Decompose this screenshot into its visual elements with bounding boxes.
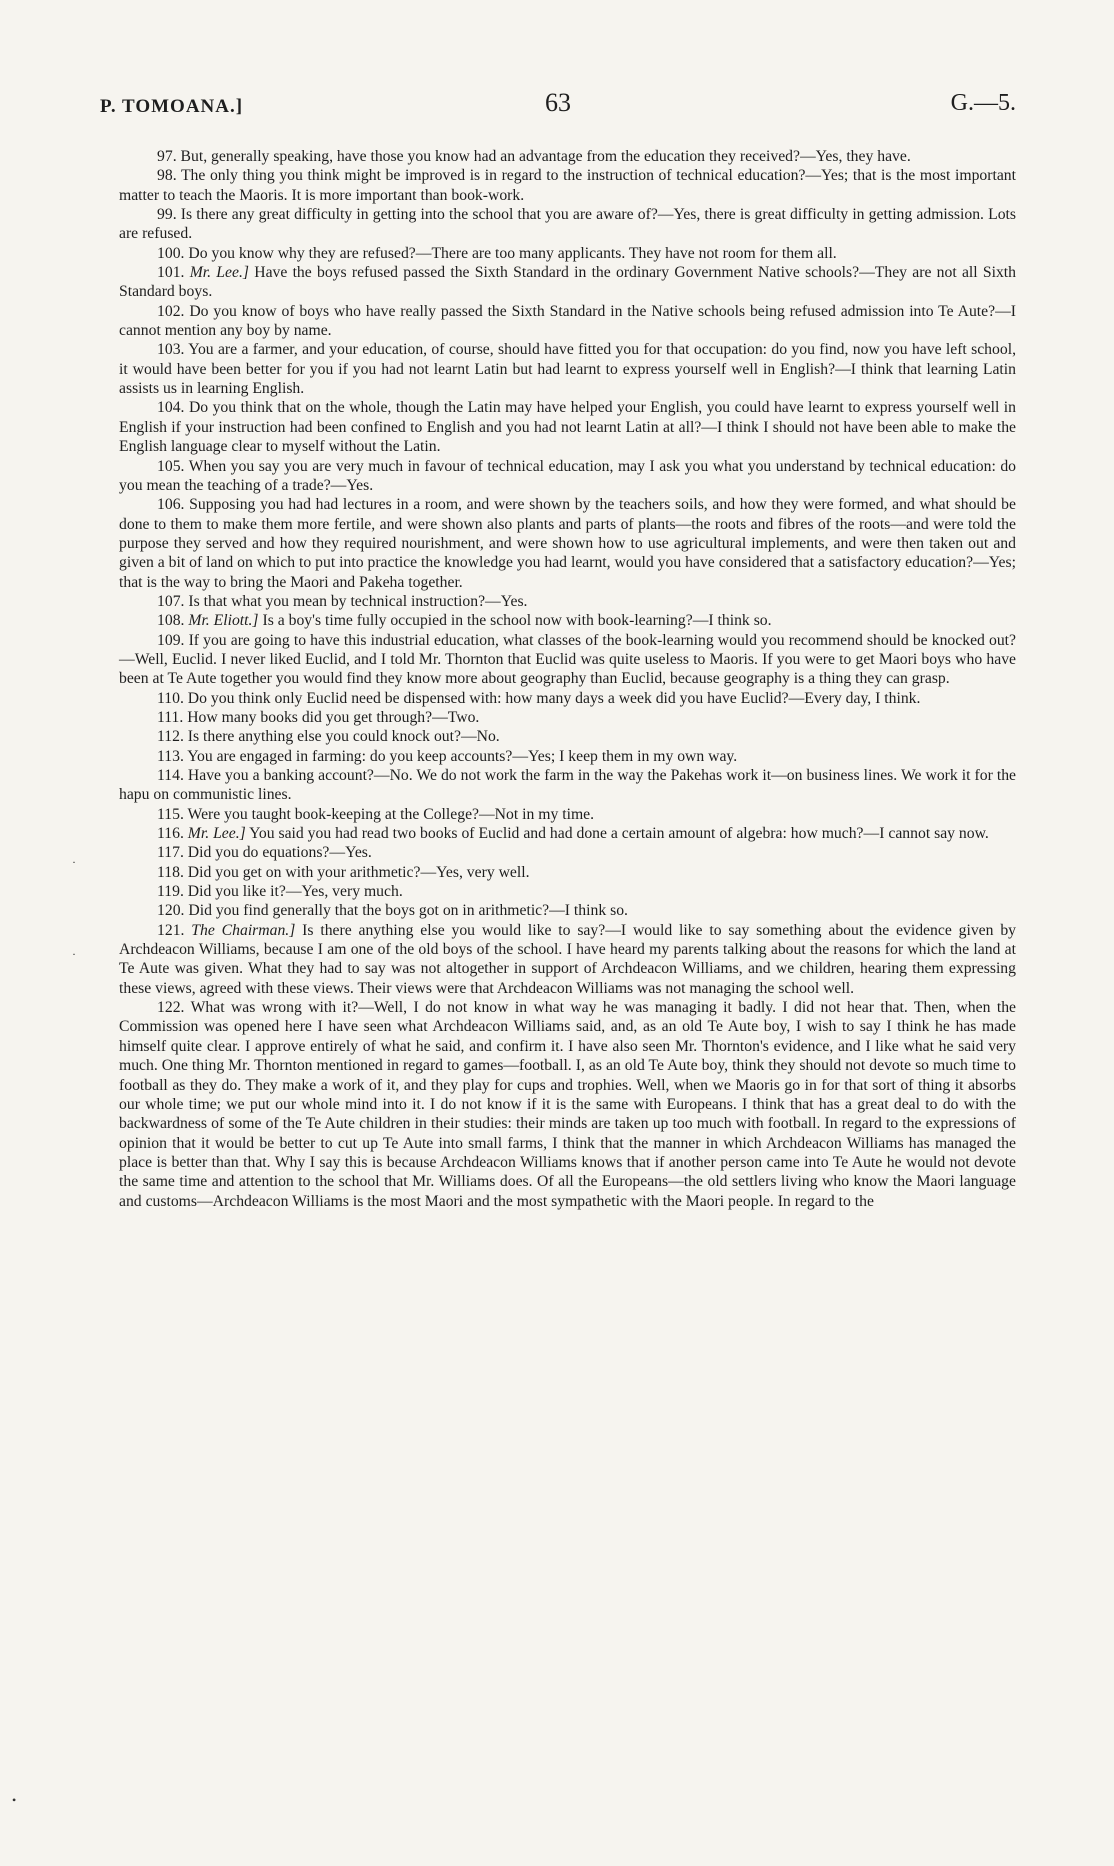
question-number: 120. [157, 902, 185, 920]
question-answer-text: You said you had read two books of Euclid and had done a certain amount of algebra: how much?—I cannot say now. [249, 825, 989, 843]
question-number: 118. [157, 863, 184, 881]
evidence-paragraph [119, 631, 1016, 689]
question-number: 100. [157, 244, 185, 262]
question-number: 107. [157, 592, 185, 610]
question-answer-text: Supposing you had had lectures in a room, and were shown by the teachers soils, and how they were formed, and what should be done to them to make them more fertile, and were shown also plants and parts of plants—the roots and fibres of the roots—and were told the purpose they served and how they required nourishment, and were shown how to use agricultural implements, and were then taken out and given a bit of land on which to put into practice the knowledge you had learnt, would you have considered that a satisfactory education?—Yes; that is the way to bring the Maori and Pakeha together. [119, 496, 1016, 591]
evidence-paragraph [119, 998, 1016, 1211]
question-answer-text: Did you do equations?—Yes. [187, 844, 372, 862]
evidence-paragraph [119, 147, 1016, 166]
question-number: 102. [157, 302, 185, 320]
evidence-paragraph [119, 166, 1016, 205]
question-number: 116. [157, 825, 184, 843]
evidence-paragraph [119, 495, 1016, 592]
evidence-paragraph [119, 843, 1016, 862]
speaker-name: Mr. Eliott.] [188, 612, 259, 630]
document-reference: G.—5. [950, 90, 1016, 116]
evidence-paragraph [119, 398, 1016, 456]
question-number: 101. [157, 264, 185, 282]
question-answer-text: Did you like it?—Yes, very much. [187, 883, 403, 901]
question-answer-text: Is there anything else you would like to say?—I would like to say something about the evidence given by Archdeacon Williams, because I am one of the old boys of the school. I have heard my parents talking about the reasons for which the land at Te Aute was given. What they had to say was not altogether in support of Archdeacon Williams, and we children, hearing them expressing these views, agreed with these views. Their views were that Archdeacon Williams was not managing the school well. [119, 921, 1016, 997]
evidence-paragraph [119, 882, 1016, 901]
question-answer-text: Do you think that on the whole, though the Latin may have helped your English, you could have learnt to express yourself well in English if your instruction had been confined to English and you had not learnt Latin at all?—I think I should not have been able to make the English language clear to myself without the Latin. [119, 399, 1017, 456]
evidence-paragraph [119, 747, 1016, 766]
evidence-paragraph [119, 766, 1016, 805]
question-answer-text: Were you taught book-keeping at the College?—Not in my time. [187, 805, 595, 823]
question-number: 99. [157, 206, 177, 224]
question-answer-text: Do you know why they are refused?—There are too many applicants. They have not room for them all. [188, 244, 837, 262]
margin-dot: · [72, 947, 76, 961]
evidence-paragraph [119, 901, 1016, 920]
evidence-paragraph [119, 824, 1016, 843]
question-answer-text: But, generally speaking, have those you know had an advantage from the education they received?—Yes, they have. [180, 148, 911, 165]
question-number: 103. [157, 341, 185, 359]
evidence-paragraph [119, 921, 1016, 998]
evidence-paragraph [119, 263, 1016, 302]
question-number: 105. [157, 457, 185, 475]
question-answer-text: You are a farmer, and your education, of course, should have fitted you for that occupation: do you find, now you have left school, it would have been better for you if you had not learnt Latin but had learnt to express yourself well in English?—I think that learning Latin assists us in learning English. [119, 341, 1016, 398]
evidence-paragraph [119, 244, 1016, 263]
evidence-paragraph [119, 805, 1016, 824]
evidence-paragraph [119, 302, 1016, 341]
question-number: 113. [157, 747, 184, 765]
question-answer-text: Do you think only Euclid need be dispensed with: how many days a week did you have Euclid?—Every day, I think. [187, 689, 921, 707]
question-answer-text: You are engaged in farming: do you keep accounts?—Yes; I keep them in my own way. [187, 747, 738, 765]
margin-dot: · [72, 855, 76, 869]
question-number: 97. [157, 148, 177, 165]
speaker-name: Mr. Lee.] [189, 264, 249, 282]
question-answer-text: What was wrong with it?—Well, I do not know in what way he was managing it badly. I did not hear that. Then, when the Commission was opened here I have seen what Archdeacon Williams said, and, as an old Te Aute boy, I wish to say I think he has made himself quite clear. I approve entirely of what he said, and confirm it. I have also seen Mr. Thornton's evidence, and I like what he said very much. One thing Mr. Thornton mentioned in regard to games—football. I, as an old Te Aute boy, think they should not devote so much time to football as they do. They make a work of it, and they play for cups and trophies. Well, when we Maoris go in for that sort of thing it absorbs our whole time; we put our whole mind into it. I do not know if it is the same with Europeans. I think that has a great deal to do with the backwardness of some of the Te Aute children in their studies: their minds are taken up too much with football. In regard to the expressions of opinion that it would be better to cut up Te Aute into small farms, I think that the manner in which Archdeacon Williams has managed the place is better than that. Why I say this is because Archdeacon Williams knows that if another person came into Te Aute he would not devote the same time and attention to the school that Mr. Williams does. Of all the Europeans—the old settlers living who know the Maori language and customs—Archdeacon Williams is the most Maori and the most sympathetic with the Maori people. In regard to the [119, 999, 1016, 1210]
question-number: 122. [157, 999, 185, 1017]
evidence-paragraph [119, 689, 1016, 708]
question-answer-text: How many books did you get through?—Two. [187, 708, 480, 726]
question-number: 98. [157, 167, 177, 185]
evidence-paragraph [119, 340, 1016, 398]
speaker-name: Mr. Lee.] [187, 825, 246, 843]
margin-dot: • [12, 1793, 17, 1807]
evidence-paragraph [119, 727, 1016, 746]
question-answer-text: If you are going to have this industrial education, what classes of the book-learning would you recommend should be knocked out?—Well, Euclid. I never liked Euclid, and I told Mr. Thornton that Euclid was quite useless to Maoris. If you were to get Maori boys who have been at Te Aute together you would find they know more about geography than Euclid, because geography is a thing they can grasp. [119, 631, 1017, 688]
evidence-paragraph [119, 708, 1016, 727]
question-number: 104. [157, 399, 185, 417]
question-number: 121. [157, 921, 185, 939]
question-number: 111. [157, 708, 184, 726]
header-witness-name: P. TOMOANA.] [100, 96, 244, 117]
evidence-paragraph [119, 457, 1016, 496]
question-number: 110. [157, 689, 184, 707]
question-answer-text: The only thing you think might be improved is in regard to the instruction of technical education?—Yes; that is the most important matter to teach the Maoris. It is more important than book-work. [119, 167, 1017, 204]
evidence-paragraph [119, 863, 1016, 882]
question-number: 112. [157, 728, 184, 746]
question-number: 109. [157, 631, 185, 649]
question-answer-text: Did you get on with your arithmetic?—Yes, very well. [187, 863, 530, 881]
question-number: 115. [157, 805, 184, 823]
question-number: 117. [157, 844, 184, 862]
question-answer-text: Did you find generally that the boys got on in arithmetic?—I think so. [188, 902, 628, 920]
evidence-text [119, 147, 1016, 1211]
question-answer-text: Have the boys refused passed the Sixth Standard in the ordinary Government Native schools?—They are not all Sixth Standard boys. [119, 264, 1017, 301]
evidence-paragraph [119, 592, 1016, 611]
question-answer-text: Do you know of boys who have really passed the Sixth Standard in the Native schools being refused admission into Te Aute?—I cannot mention any boy by name. [119, 302, 1017, 340]
question-number: 114. [157, 767, 184, 784]
question-number: 108. [157, 612, 185, 630]
question-answer-text: Is that what you mean by technical instruction?—Yes. [188, 592, 528, 610]
question-answer-text: Is a boy's time fully occupied in the school now with book-learning?—I think so. [262, 612, 772, 630]
question-number: 106. [157, 496, 185, 514]
question-answer-text: When you say you are very much in favour of technical education, may I ask you what you understand by technical education: do you mean the teaching of a trade?—Yes. [119, 457, 1017, 494]
page-number: 63 [545, 88, 571, 117]
evidence-paragraph [119, 205, 1016, 244]
page-header [100, 88, 1016, 128]
question-answer-text: Is there any great difficulty in getting into the school that you are aware of?—Yes, there is great difficulty in getting admission. Lots are refused. [119, 206, 1017, 243]
question-answer-text: Is there anything else you could knock out?—No. [187, 728, 500, 746]
question-answer-text: Have you a banking account?—No. We do not work the farm in the way the Pakehas work it—on business lines. We work it for the hapu on communistic lines. [119, 767, 1017, 804]
question-number: 119. [157, 883, 184, 901]
speaker-name: The Chairman.] [191, 921, 296, 939]
evidence-paragraph [119, 611, 1016, 630]
